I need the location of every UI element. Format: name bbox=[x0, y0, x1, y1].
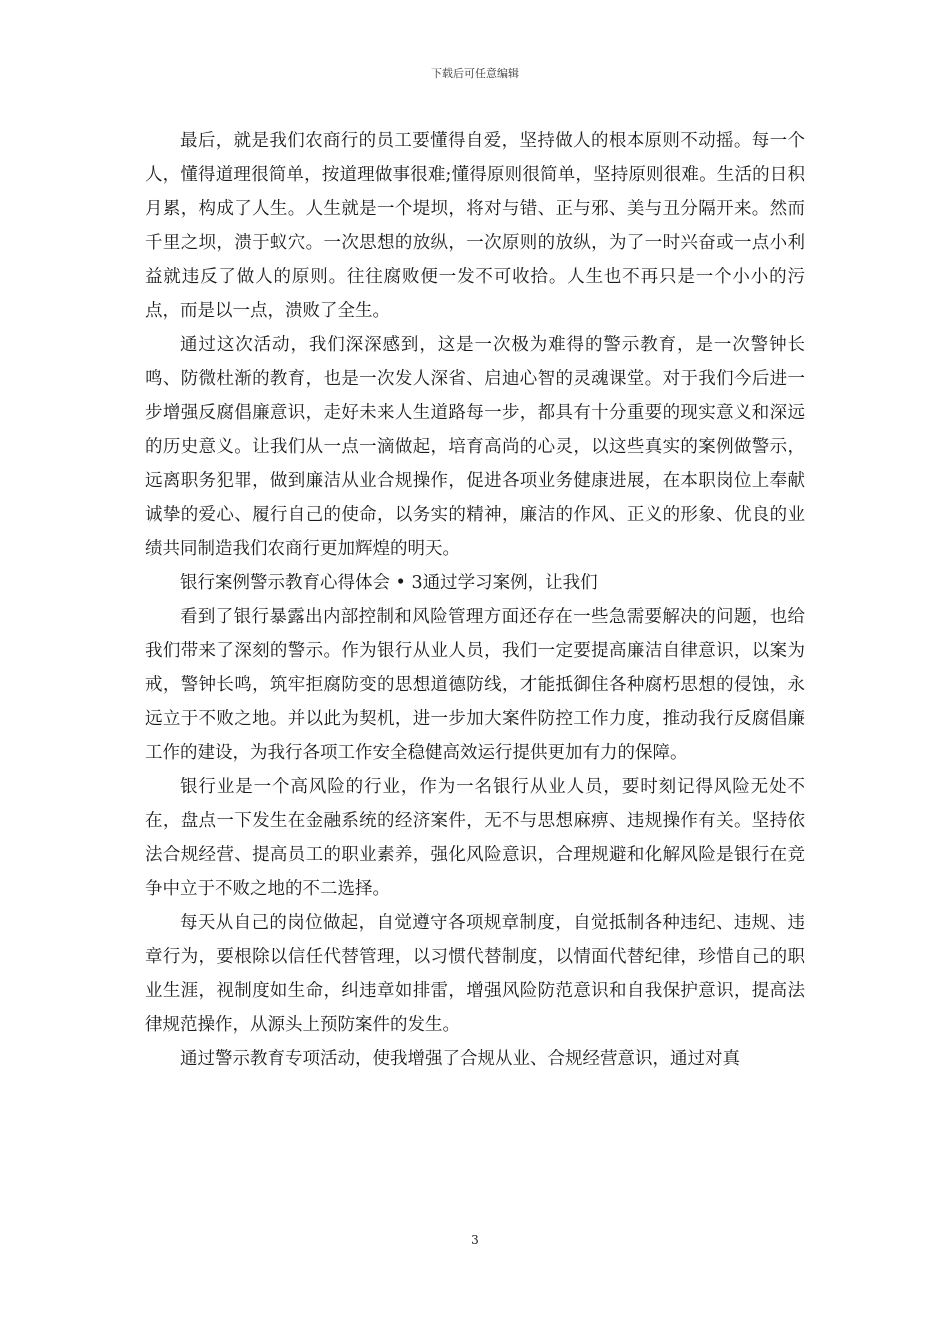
paragraph-1: 最后，就是我们农商行的员工要懂得自爱，坚持做人的根本原则不动摇。每一个人，懂得道理很简单，按道理做事很难;懂得原则很简单，坚持原则很难。生活的日积月累，构成了人生。人生就是一个堤坝，将对与错、正与邪、美与丑分隔开来。然而千里之坝，溃于蚁穴。一次思想的放纵，一次原则的放纵，为了一时兴奋或一点小利益就违反了做人的原则。往往腐败便一发不可收拾。人生也不再只是一个小小的污点，而是以一点，溃败了全生。 bbox=[145, 131, 805, 321]
paragraph-2: 通过这次活动，我们深深感到，这是一次极为难得的警示教育，是一次警钟长鸣、防微杜渐的教育，也是一次发人深省、启迪心智的灵魂课堂。对于我们今后进一步增强反腐倡廉意识，走好未来人生道路每一步，都具有十分重要的现实意义和深远的历史意义。让我们从一点一滴做起，培育高尚的心灵，以这些真实的案例做警示，远离职务犯罪，做到廉洁从业合规操作，促进各项业务健康进展，在本职岗位上奉献诚挚的爱心、履行自己的使命，以务实的精神，廉洁的作风、正义的形象、优良的业绩共同制造我们农商行更加辉煌的明天。 bbox=[145, 335, 805, 559]
paragraph-4: 银行业是一个高风险的行业，作为一名银行从业人员，要时刻记得风险无处不在，盘点一下发生在金融系统的经济案件，无不与思想麻痹、违规操作有关。坚持依法合规经营、提高员工的职业素养，强化风险意识，合理规避和化解风险是银行在竞争中立于不败之地的不二选择。 bbox=[145, 777, 805, 899]
document-body bbox=[145, 124, 805, 1076]
paragraph-6: 通过警示教育专项活动，使我增强了合规从业、合规经营意识，通过对真 bbox=[180, 1049, 740, 1069]
section-heading: 银行案例警示教育心得体会 • 3通过学习案例，让我们 bbox=[180, 573, 598, 593]
paragraph-5: 每天从自己的岗位做起，自觉遵守各项规章制度，自觉抵制各种违纪、违规、违章行为，要根除以信任代替管理，以习惯代替制度，以情面代替纪律，珍惜自己的职业生涯，视制度如生命，纠违章如排雷，增强风险防范意识和自我保护意识，提高法律规范操作，从源头上预防案件的发生。 bbox=[145, 913, 805, 1035]
paragraph-3: 看到了银行暴露出内部控制和风险管理方面还存在一些急需要解决的问题，也给我们带来了深刻的警示。作为银行从业人员，我们一定要提高廉洁自律意识，以案为戒，警钟长鸣，筑牢拒腐防变的思想道德防线，才能抵御住各种腐朽思想的侵蚀，永远立于不败之地。并以此为契机，进一步加大案件防控工作力度，推动我行反腐倡廉工作的建设，为我行各项工作安全稳健高效运行提供更加有力的保障。 bbox=[145, 607, 805, 763]
page-header: 下载后可任意编辑 bbox=[431, 67, 519, 80]
page-number: 3 bbox=[471, 1233, 479, 1247]
